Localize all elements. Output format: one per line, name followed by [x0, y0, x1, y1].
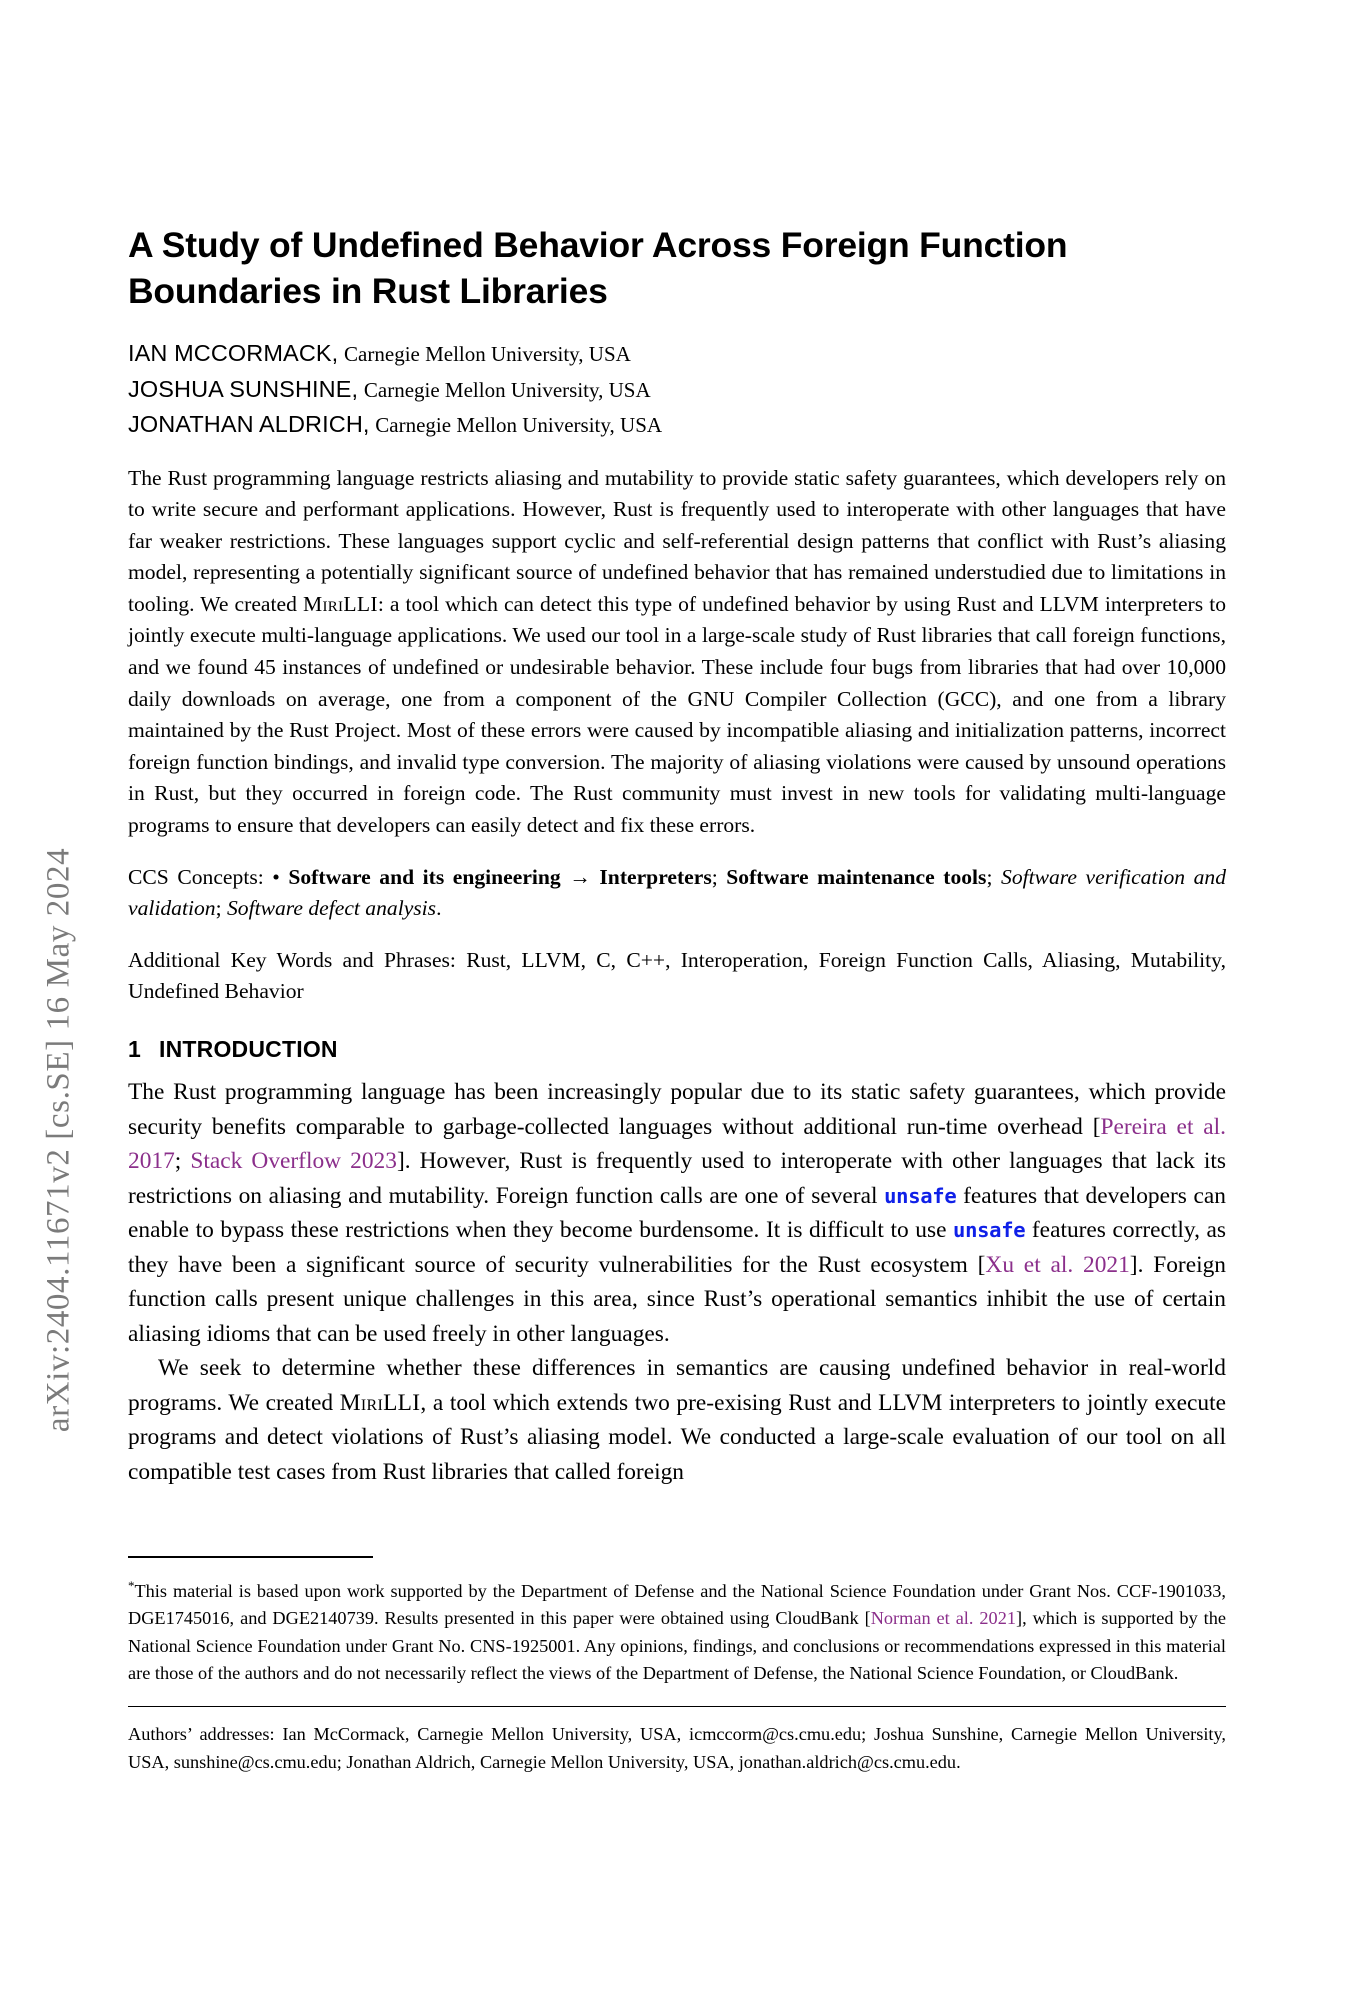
intro-paragraph-2: [128, 1351, 1226, 1489]
intro-p1-text-d: features that developers can enable to bypass these restrictions when they become burdensome. It is difficult to use: [128, 1182, 1227, 1243]
tool-name: MiriLLI: [302, 591, 378, 616]
intro-p1-text-f: ]. Foreign function calls present unique challenges in this area, since Rust’s operational semantics inhibit the use of certain aliasing idioms that can be used freely in other languages.: [128, 1251, 1226, 1347]
intro-p1-sep: ;: [174, 1148, 191, 1174]
intro-paragraph-1: [128, 1075, 1226, 1351]
footnote-divider: [128, 1556, 373, 1558]
ccs-term-1: Software and its engineering: [288, 864, 561, 889]
authors-addresses: Authors’ addresses: Ian McCormack, Carnegie Mellon University, USA, icmccorm@cs.cmu.edu; Joshua Sunshine, Carnegie Mellon University, USA, sunshine@cs.cmu.edu; Jonathan Aldrich, Carnegie Mellon University, USA, jonathan.aldrich@cs.cmu.edu.: [128, 1724, 1226, 1772]
ccs-term-3: Software maintenance tools: [726, 864, 987, 889]
code-keyword-unsafe: unsafe: [953, 1218, 1026, 1242]
tool-name: MiriLLI: [339, 1389, 421, 1416]
keywords-block: [128, 945, 1226, 1008]
section-number: 1: [128, 1036, 141, 1062]
abstract: [128, 463, 1226, 842]
ccs-bullet-icon: •: [272, 864, 280, 889]
footnote-text-b: ], which is supported by the National Science Foundation under Grant No. CNS-1925001. Any opinions, findings, and conclusions or recommendations expressed in this material are those of the authors and do not necessarily reflect the views of the Department of Defense, the National Science Foundation, or CloudBank.: [128, 1608, 1227, 1684]
ccs-label: CCS Concepts:: [128, 864, 264, 889]
author-list: [128, 336, 1228, 443]
intro-p2-text-a: We seek to determine whether these differences in semantics are causing undefined behavior in real-world programs. We created: [128, 1355, 1226, 1416]
author-affiliation: Carnegie Mellon University, USA: [363, 377, 651, 402]
arxiv-stamp: [0, 0, 118, 2000]
paper-page: [128, 0, 1228, 2000]
ccs-concepts: [128, 862, 1226, 925]
footnote-text-a: This material is based upon work supported by the Department of Defense and the National Science Foundation under Grant Nos. CCF-1901033, DGE1745016, and DGE2140739. Results presented in this paper were obtained using CloudBank [: [128, 1580, 1226, 1629]
keywords-value: Rust, LLVM, C, C++, Interoperation, Foreign Function Calls, Aliasing, Mutability, Undefined Behavior: [128, 947, 1226, 1004]
ccs-term-5: Software defect analysis: [226, 896, 437, 921]
author-affiliation: Carnegie Mellon University, USA: [375, 413, 663, 437]
citation-link-norman[interactable]: Norman et al. 2021: [870, 1608, 1016, 1629]
footnote-marker: *: [128, 1577, 135, 1593]
author-entry: [128, 336, 1228, 372]
author-name: IAN MCCORMACK,: [128, 340, 339, 366]
ccs-term-4: Software verification and validation: [128, 864, 1227, 921]
ccs-separator: ;: [986, 864, 993, 889]
citation-link-xu[interactable]: Xu et al. 2021: [985, 1251, 1130, 1278]
section-title: INTRODUCTION: [159, 1036, 338, 1062]
addresses-divider: [128, 1706, 1226, 1708]
author-name: JOSHUA SUNSHINE,: [128, 375, 359, 402]
ccs-arrow-icon: →: [569, 864, 591, 889]
abstract-text-part-1: The Rust programming language restricts aliasing and mutability to provide static safety guarantees, which developers rely on to write secure and performant applications. However, Rust is frequently used to interoperate with other languages that have far weaker restrictions. These languages support cyclic and self-referential design patterns that conflict with Rust’s aliasing model, representing a potentially significant source of undefined behavior that has remained understudied due to limitations in tooling. We created: [128, 465, 1226, 616]
abstract-text-part-2: : a tool which can detect this type of undefined behavior by using Rust and LLVM interpreters to jointly execute multi-language applications. We used our tool in a large-scale study of Rust libraries that call foreign functions, and we found 45 instances of undefined or undesirable behavior. These include four bugs from libraries that had over 10,000 daily downloads on average, one from a component of the GNU Compiler Collection (GCC), and one from a library maintained by the Rust Project. Most of these errors were caused by incompatible aliasing and initialization patterns, incorrect foreign function bindings, and invalid type conversion. The majority of aliasing violations were caused by unsound operations in Rust, but they occurred in foreign code. The Rust community must invest in new tools for validating multi-language programs to ensure that developers can easily detect and fix these errors.: [128, 591, 1227, 838]
funding-footnote: [128, 1572, 1226, 1688]
arxiv-stamp-text: arXiv:2404.11671v2 [cs.SE] 16 May 2024: [40, 847, 77, 1433]
footnote-area: [128, 1556, 1226, 1776]
author-entry: [128, 407, 1228, 443]
ccs-separator: ;: [711, 864, 718, 889]
keywords-label: Additional Key Words and Phrases:: [128, 947, 456, 972]
code-keyword-unsafe: unsafe: [884, 1183, 957, 1208]
citation-link-pereira[interactable]: Pereira et al. 2017: [128, 1113, 1226, 1174]
author-name: JONATHAN ALDRICH,: [128, 411, 370, 437]
intro-p1-text-a: The Rust programming language has been increasingly popular due to its static safety guarantees, which provide security benefits comparable to garbage-collected languages without additional run-time overhead [: [128, 1079, 1226, 1140]
intro-p1-text-e: features correctly, as they have been a significant source of security vulnerabilities for the Rust ecosystem [: [128, 1217, 1226, 1278]
ccs-end-period: .: [436, 896, 442, 921]
author-affiliation: Carnegie Mellon University, USA: [344, 342, 631, 366]
author-entry: [128, 372, 1228, 408]
intro-p2-text-b: , a tool which extends two pre-exising Rust and LLVM interpreters to jointly execute programs and detect violations of Rust’s aliasing model. We conducted a large-scale evaluation of our tool on all compatible test cases from Rust libraries that called foreign: [128, 1389, 1226, 1485]
ccs-term-2: Interpreters: [599, 864, 712, 889]
ccs-separator: ;: [215, 896, 222, 921]
section-heading-introduction: [128, 1036, 1228, 1063]
page-title: A Study of Undefined Behavior Across Foreign Function Boundaries in Rust Libraries: [128, 225, 1068, 311]
intro-p1-text-c: ]. However, Rust is frequently used to interoperate with other languages that lack its restrictions on aliasing and mutability. Foreign function calls are one of several: [128, 1148, 1227, 1209]
citation-link-stackoverflow[interactable]: Stack Overflow 2023: [190, 1148, 397, 1174]
